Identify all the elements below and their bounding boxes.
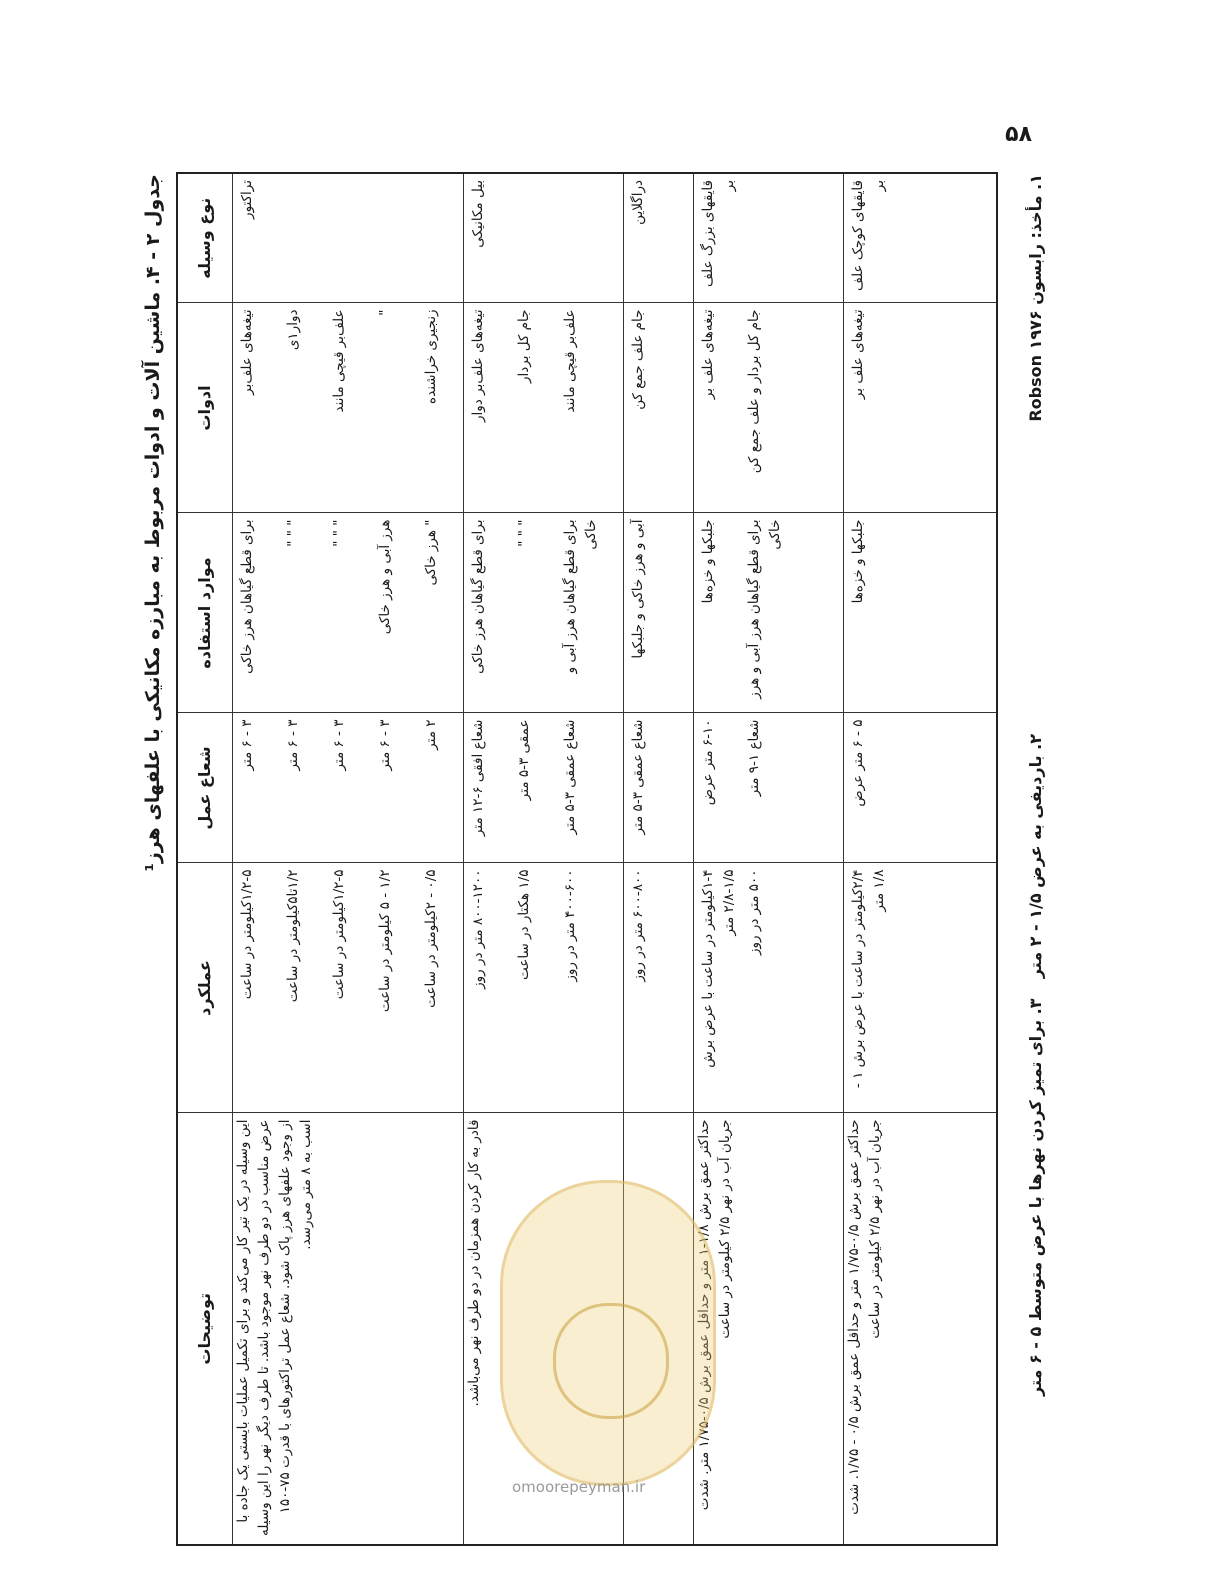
header-row [177, 173, 233, 1545]
cell-text: برای قطع گیاهان هرز خاکی [239, 519, 255, 674]
cell-text: علف‌بر قیچی مانند [562, 309, 578, 413]
cell-text: جام کل بردار و علف جمع کن [746, 309, 762, 474]
cell-text: تراکتور [239, 180, 255, 219]
cell-text: زنجیری خراشنده [423, 309, 439, 404]
cell-text: جام کل بردار [516, 309, 532, 384]
table-row [844, 173, 998, 1545]
radius-cell [694, 713, 844, 863]
cell-text: ۱/۲-۵کیلومتر در ساعت [331, 869, 347, 1000]
cell-text: عمقی ۳-۵ متر [516, 719, 532, 801]
use-cell [464, 513, 624, 713]
use-cell [694, 513, 844, 713]
cell-text: قایقهای کوچک علف بر [850, 180, 887, 291]
performance-cell [694, 863, 844, 1113]
cell-text: ۰/۵ - ۲کیلومتر در ساعت [423, 869, 439, 1008]
cell-text: جلبکها و خزه‌ها [850, 519, 866, 604]
cell-text: تیغه‌های علف بر [700, 309, 716, 400]
cell-text: " هرز خاکی [423, 519, 439, 586]
cell-text: ۱/۲-۵کیلومتر در ساعت [239, 869, 255, 1000]
cell-text: شعاع ۱-۹ متر [746, 719, 762, 797]
header-tools: ادوات [177, 303, 233, 513]
footnote-2: ۲. باردیفی به عرض ۱/۵ - ۲ متر [1026, 734, 1045, 979]
tool-cell [464, 303, 624, 513]
cell-text: دراگلاین [630, 180, 646, 225]
cell-text: آبی و هرز خاکی و جلبکها [630, 519, 646, 659]
cell-text: جام علف جمع کن [630, 309, 646, 410]
cell-text: تیغه‌های علف بر [850, 309, 866, 400]
use-cell [233, 513, 464, 713]
cell-text: بیل مکانیکی [470, 180, 486, 248]
device-cell [624, 173, 694, 303]
cell-text: ۶-۱۰ متر عرض [700, 719, 716, 806]
cell-text: ۳ - ۶ متر [285, 719, 301, 771]
cell-text: برای قطع گیاهان هرز آبی و خاکی [562, 519, 599, 674]
cell-text: ۵ - ۶ متر عرض [850, 719, 866, 807]
performance-cell [844, 863, 998, 1113]
cell-text: " " " [331, 519, 347, 547]
cell-text: هرز آبی و هرز خاکی [377, 519, 393, 635]
cell-text: برای قطع گیاهان هرز آبی و هرز خاکی [746, 519, 783, 699]
cell-text: ۲/۴کیلومتر در ساعت با عرض برش ۱ - ۱/۸ متر [850, 869, 887, 1089]
performance-cell [233, 863, 464, 1113]
watermark-url: omoorepeyman.ir [512, 1478, 646, 1496]
cell-text: ۸۰۰-۱۲۰۰ متر در روز [470, 869, 486, 989]
header-radius: شعاع عمل [177, 713, 233, 863]
footnotes [1010, 174, 1070, 1546]
tool-cell [694, 303, 844, 513]
table-row [694, 173, 844, 1545]
tool-cell [233, 303, 464, 513]
notes-cell: قادر به کار کردن همزمان در دو طرف نهر می‌باشد. [464, 1113, 624, 1545]
cell-text: جلبکها و خزه‌ها [700, 519, 716, 604]
performance-cell [624, 863, 694, 1113]
watermark-logo [500, 1180, 716, 1486]
radius-cell [844, 713, 998, 863]
device-cell [844, 173, 998, 303]
header-use: موارد استفاده [177, 513, 233, 713]
cell-text: ۳ - ۶ متر [331, 719, 347, 771]
device-cell [694, 173, 844, 303]
radius-cell [233, 713, 464, 863]
watermark-emblem-icon [553, 1303, 669, 1419]
cell-text: شعاع عمقی ۳-۵ متر [562, 719, 578, 835]
cell-text: " " " [516, 519, 532, 547]
cell-text: ۱-۴کیلومتر در ساعت با عرض برش ۱/۵-۲/۸ متر [700, 869, 737, 1068]
radius-cell [624, 713, 694, 863]
radius-cell [464, 713, 624, 863]
device-cell [464, 173, 624, 303]
cell-text: ۴۰۰-۶۰۰ متر در روز [562, 869, 578, 982]
cell-text: شعاع عمقی ۳-۵ متر [630, 719, 646, 835]
cell-text: ۳ - ۶ متر [377, 719, 393, 771]
cell-text: " " " [285, 519, 301, 547]
cell-text: علف‌بر قیچی مانند [331, 309, 347, 413]
tool-cell [624, 303, 694, 513]
table-caption: جدول ۲ - ۴. ماشین آلات و ادوات مربوط به مبارزه مکانیکی با علفهای هرز¹ [142, 174, 164, 872]
cell-text: ۱/۵ هکتار در ساعت [516, 869, 532, 980]
cell-text: " [377, 309, 393, 316]
tool-cell [844, 303, 998, 513]
cell-text: ۱/۲ - ۵ کیلومتر در ساعت [377, 869, 393, 1013]
performance-cell [464, 863, 624, 1113]
use-cell [624, 513, 694, 713]
notes-cell: این وسیله در یک تیر کار می‌کند و برای تکمیل عملیات بایستی یک جاده با عرض مناسب در دو طرف نهر موجود باشد. تا طرف دیگر نهر را این وسیله از وجود علفهای هرز پاک شود. شعاع عمل تراکتورهای با قدرت ۷۵-۱۵۰ اسب به ۸ متر می‌رسد. [233, 1113, 464, 1545]
header-performance: عملکرد [177, 863, 233, 1113]
cell-text: شعاع افقی ۶-۱۲ متر [470, 719, 486, 837]
cell-text: دوار۱ی [285, 309, 301, 351]
notes-cell: حداکثر عمق برش ۱/۸-۱ متر و حداقل عمق برش ۰/۵-۱/۷۵ متر. شدت جریان آب در نهر ۲/۵ کیلومتر در ساعت [694, 1113, 844, 1545]
header-notes: توضیحات [177, 1113, 233, 1545]
cell-text: ۲ متر [423, 719, 439, 750]
cell-text: برای قطع گیاهان هرز خاکی [470, 519, 486, 674]
header-device: نوع وسیله [177, 173, 233, 303]
use-cell [844, 513, 998, 713]
cell-text: ۱/۲تا۵کیلومتر در ساعت [285, 869, 301, 1003]
cell-text: ۶۰۰-۸۰۰ متر در روز [630, 869, 646, 982]
footnote-3: ۳. برای تمیز کردن نهرها با عرض متوسط ۵ - ۶ متر [1026, 998, 1045, 1396]
table-row [233, 173, 464, 1545]
cell-text: تیغه‌های علف‌بر دوار [470, 309, 486, 422]
cell-text: ۳ - ۶ متر [239, 719, 255, 771]
cell-text: ۵۰۰ متر در روز [746, 869, 762, 955]
device-cell [233, 173, 464, 303]
notes-cell: حداکثر عمق برش ۰/۵-۱/۷۵ متر و حداقل عمق برش ۰/۵ - ۱/۷۵. شدت جریان آب در نهر ۲/۵ کیلومتر در ساعت [844, 1113, 998, 1545]
cell-text: تیغه‌های علف‌بر [239, 309, 255, 395]
page-number: ۵۸ [1005, 122, 1032, 147]
footnote-1: ۱. مأخذ: رابسون Robson ۱۹۷۶ [1026, 174, 1045, 422]
cell-text: قایقهای بزرگ علف بر [700, 180, 737, 287]
